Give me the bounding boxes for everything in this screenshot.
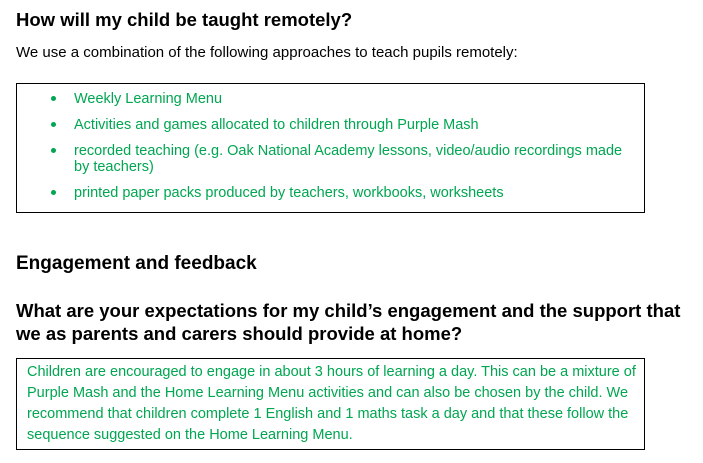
approaches-box: [16, 83, 645, 213]
list-item-text: printed paper packs produced by teachers, workbooks, worksheets: [74, 185, 504, 201]
expectations-answer-text: Children are encouraged to engage in about 3 hours of learning a day. This can be a mixture of Purple Mash and the Home Learning Menu activities and can also be chosen by the child. We recommend that children complete 1 English and 1 maths task a day and that these follow the sequence suggested on the Home Learning Menu.: [27, 364, 636, 443]
section-heading-engagement: Engagement and feedback: [16, 253, 257, 274]
question-heading-taught-remotely: How will my child be taught remotely?: [16, 9, 353, 30]
bullet-icon: [51, 148, 56, 153]
bullet-icon: [51, 96, 56, 101]
bullet-icon: [51, 190, 56, 195]
expectations-box: [16, 358, 645, 450]
list-item-text: Activities and games allocated to children through Purple Mash: [74, 117, 479, 133]
list-item-text: Weekly Learning Menu: [74, 91, 223, 107]
question-heading-expectations: What are your expectations for my child’s engagement and the support that we as parents and carers should provide at home?: [16, 300, 681, 344]
list-item-text: recorded teaching (e.g. Oak National Academy lessons, video/audio recordings made by teachers): [74, 143, 623, 175]
intro-text: We use a combination of the following approaches to teach pupils remotely:: [16, 44, 518, 61]
bullet-icon: [51, 122, 56, 127]
